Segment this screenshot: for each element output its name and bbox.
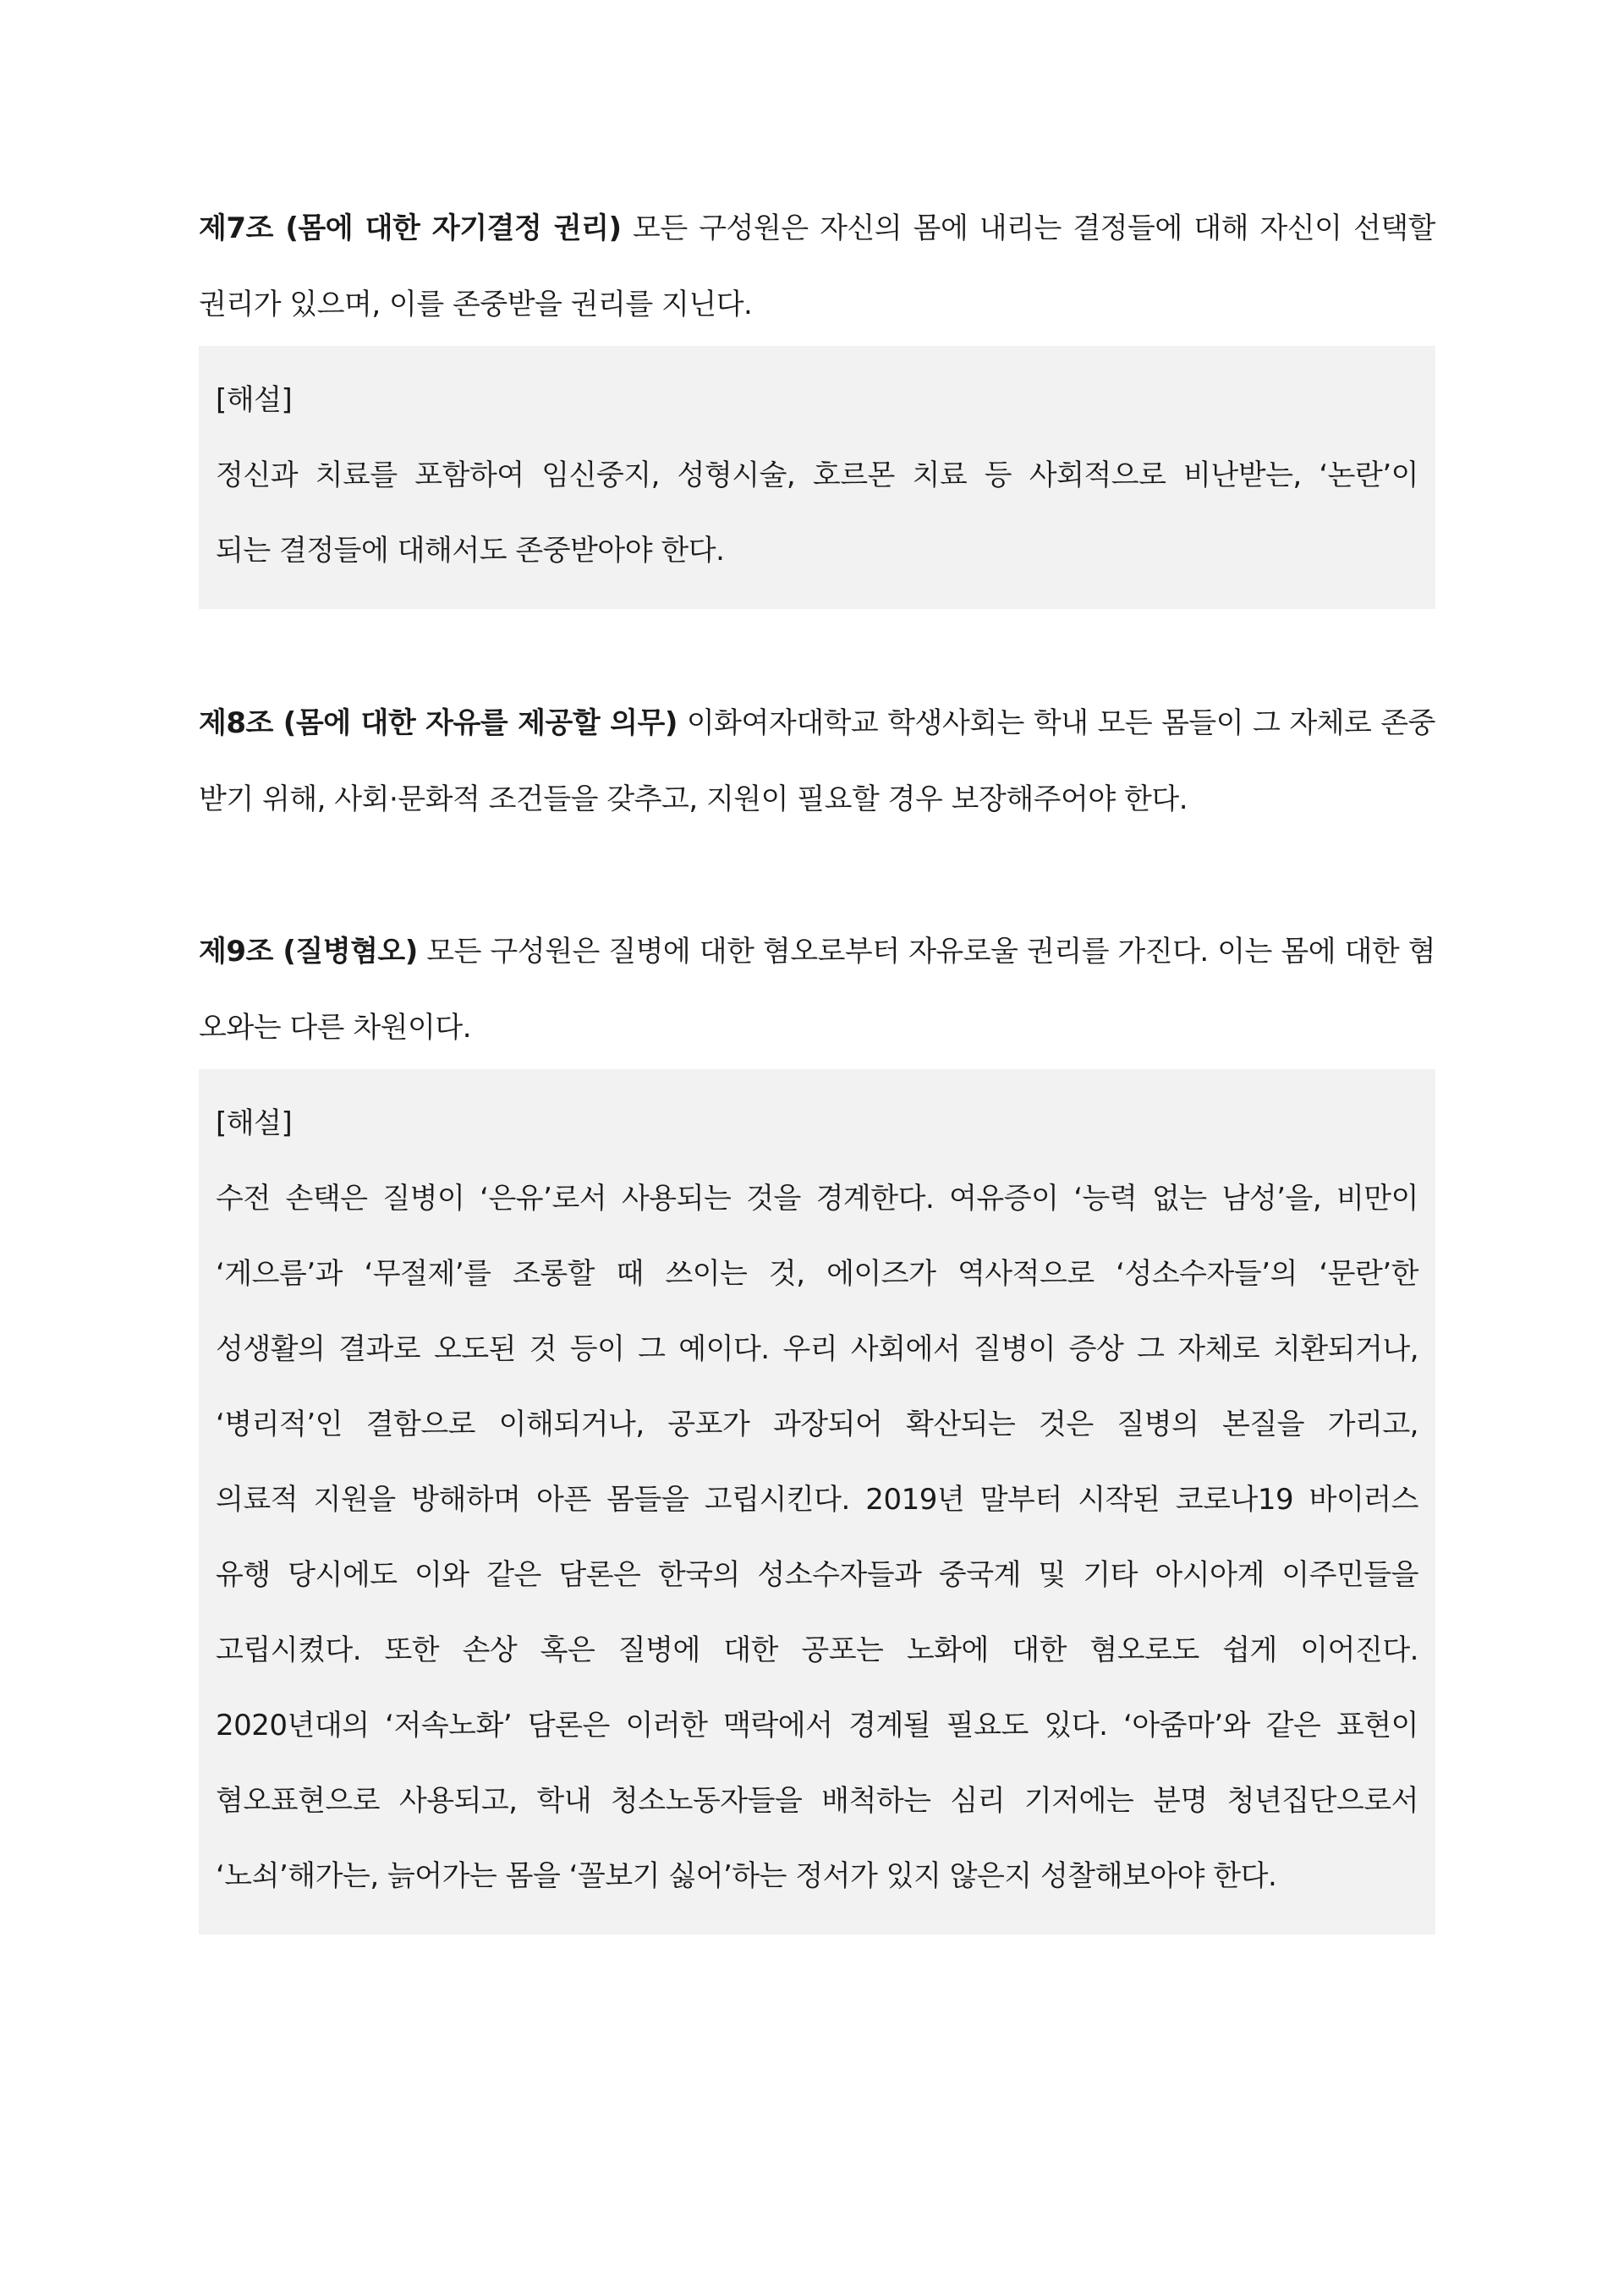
commentary-line: 의료적 지원을 방해하며 아픈 몸들을 고립시킨다. 2019년 말부터 시작된 코로나19 바이러스: [216, 1483, 1418, 1517]
commentary-label: [해설]: [216, 1106, 293, 1140]
commentary-line: 유행 당시에도 이와 같은 담론은 한국의 성소수자들과 중국계 및 기타 아시아계 이주민들을: [216, 1558, 1418, 1592]
article-9-heading: 제9조 (질병혐오): [199, 935, 418, 969]
document-page: [199, 190, 1435, 1935]
article-7-heading: 제7조 (몸에 대한 자기결정 권리): [199, 211, 622, 245]
commentary-line: 되는 결정들에 대해서도 존중받아야 한다.: [216, 534, 725, 568]
article-8: [199, 685, 1435, 837]
commentary-line: ‘게으름’과 ‘무절제’를 조롱할 때 쓰이는 것, 에이즈가 역사적으로 ‘성소수자들’의 ‘문란’한: [216, 1257, 1418, 1291]
commentary-line: ‘노쇠’해가는, 늙어가는 몸을 ‘꼴보기 싫어’하는 정서가 있지 않은지 성찰해보아야 한다.: [216, 1859, 1277, 1893]
commentary-line: 정신과 치료를 포함하여 임신중지, 성형시술, 호르몬 치료 등 사회적으로 비난받는, ‘논란’이: [216, 458, 1418, 492]
commentary-line: 수전 손택은 질병이 ‘은유’로서 사용되는 것을 경계한다. 여유증이 ‘능력 없는 남성’을, 비만이: [216, 1182, 1418, 1216]
article-9-commentary: [199, 1069, 1435, 1935]
commentary-label: [해설]: [216, 383, 293, 417]
article-8-text: [199, 685, 1435, 837]
commentary-line: ‘병리적’인 결함으로 이해되거나, 공포가 과장되어 확산되는 것은 질병의 본질을 가리고,: [216, 1408, 1418, 1441]
article-7-commentary: [199, 346, 1435, 609]
commentary-line: 2020년대의 ‘저속노화’ 담론은 이러한 맥락에서 경계될 필요도 있다. ‘아줌마’와 같은 표현이: [216, 1709, 1418, 1742]
article-8-body: 이화여자대학교 학생사회는 학내 모든 몸들이 그 자체로 존중받기 위해, 사회·문화적 조건들을 갖추고, 지원이 필요할 경우 보장해주어야 한다.: [199, 706, 1435, 816]
article-7: [199, 190, 1435, 609]
commentary-line: 성생활의 결과로 오도된 것 등이 그 예이다. 우리 사회에서 질병이 증상 그 자체로 치환되거나,: [216, 1332, 1418, 1366]
commentary-line: 혐오표현으로 사용되고, 학내 청소노동자들을 배척하는 심리 기저에는 분명 청년집단으로서: [216, 1784, 1418, 1818]
article-7-text: [199, 190, 1435, 343]
article-8-heading: 제8조 (몸에 대한 자유를 제공할 의무): [199, 706, 678, 740]
article-9-body: 모든 구성원은 질병에 대한 혐오로부터 자유로울 권리를 가진다. 이는 몸에 대한 혐오와는 다른 차원이다.: [199, 935, 1435, 1045]
article-9-text: [199, 914, 1435, 1066]
article-9: [199, 914, 1435, 1935]
article-7-body: 모든 구성원은 자신의 몸에 내리는 결정들에 대해 자신이 선택할 권리가 있으며, 이를 존중받을 권리를 지닌다.: [199, 211, 1435, 321]
commentary-line: 고립시켰다. 또한 손상 혹은 질병에 대한 공포는 노화에 대한 혐오로도 쉽게 이어진다.: [216, 1633, 1418, 1667]
